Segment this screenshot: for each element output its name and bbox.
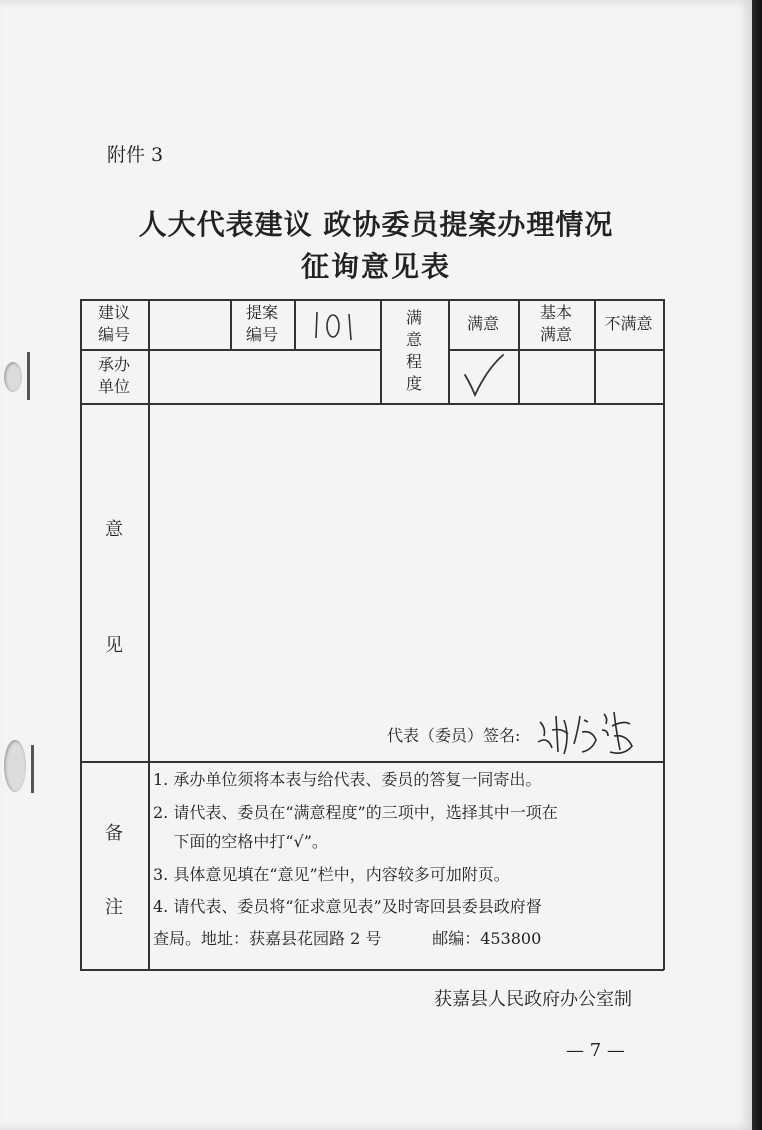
remark-line-6: 查局。地址：获嘉县花园路 2 号 邮编：453800 xyxy=(153,929,542,948)
suggestion-number-label: 建议 编号 xyxy=(97,303,130,344)
handling-unit-field[interactable] xyxy=(148,349,380,403)
remark-line-4: 3. 具体意见填在“意见”栏中，内容较多可加附页。 xyxy=(153,865,510,884)
satisfied-checkbox-cell[interactable] xyxy=(448,349,518,403)
binder-hole-bottom xyxy=(4,740,26,792)
satisfaction-level-label: 满 意 程 度 xyxy=(405,308,422,393)
remark-line-5: 4. 请代表、委员将“征求意见表”及时寄回县委县政府督 xyxy=(153,897,542,916)
page-number: — 7 — xyxy=(566,1040,625,1061)
handling-unit-label: 承办 单位 xyxy=(97,355,130,396)
signature-handwriting xyxy=(534,706,636,760)
remarks-label-char1: 备 xyxy=(105,823,123,844)
basically-satisfied-checkbox-cell[interactable] xyxy=(518,349,594,403)
option-satisfied-label: 满意 xyxy=(466,314,499,333)
remark-line-3: 下面的空格中打“√”。 xyxy=(153,832,328,851)
opinion-label-char1: 意 xyxy=(105,519,123,540)
proposal-number-label: 提案 编号 xyxy=(245,303,278,344)
staple-bottom xyxy=(31,745,34,793)
binder-hole-top xyxy=(4,362,22,392)
remark-line-2: 2. 请代表、委员在“满意程度”的三项中，选择其中一项在 xyxy=(153,803,558,822)
issuing-organization: 获嘉县人民政府办公室制 xyxy=(434,989,632,1010)
form-title-line1: 人大代表建议 政协委员提案办理情况 xyxy=(138,208,614,241)
proposal-number-handwriting xyxy=(307,304,367,344)
proposal-number-field[interactable] xyxy=(294,299,380,349)
staple-top xyxy=(27,352,30,400)
opinion-text-area[interactable] xyxy=(148,403,663,713)
option-unsatisfied-label: 不满意 xyxy=(604,314,653,333)
opinion-label-char2: 见 xyxy=(105,635,123,656)
option-basically-satisfied-label: 基本 满意 xyxy=(539,303,572,344)
form-title-line2: 征询意见表 xyxy=(300,250,451,283)
attachment-label: 附件 3 xyxy=(107,144,164,166)
paper-edge-shadow xyxy=(752,0,762,1130)
unsatisfied-checkbox-cell[interactable] xyxy=(594,349,663,403)
check-mark-icon xyxy=(453,351,513,401)
remarks-label-char2: 注 xyxy=(105,897,123,918)
suggestion-number-field[interactable] xyxy=(148,299,230,349)
signature-label: 代表（委员）签名: xyxy=(387,726,521,745)
remark-line-1: 1. 承办单位须将本表与给代表、委员的答复一同寄出。 xyxy=(153,770,542,789)
